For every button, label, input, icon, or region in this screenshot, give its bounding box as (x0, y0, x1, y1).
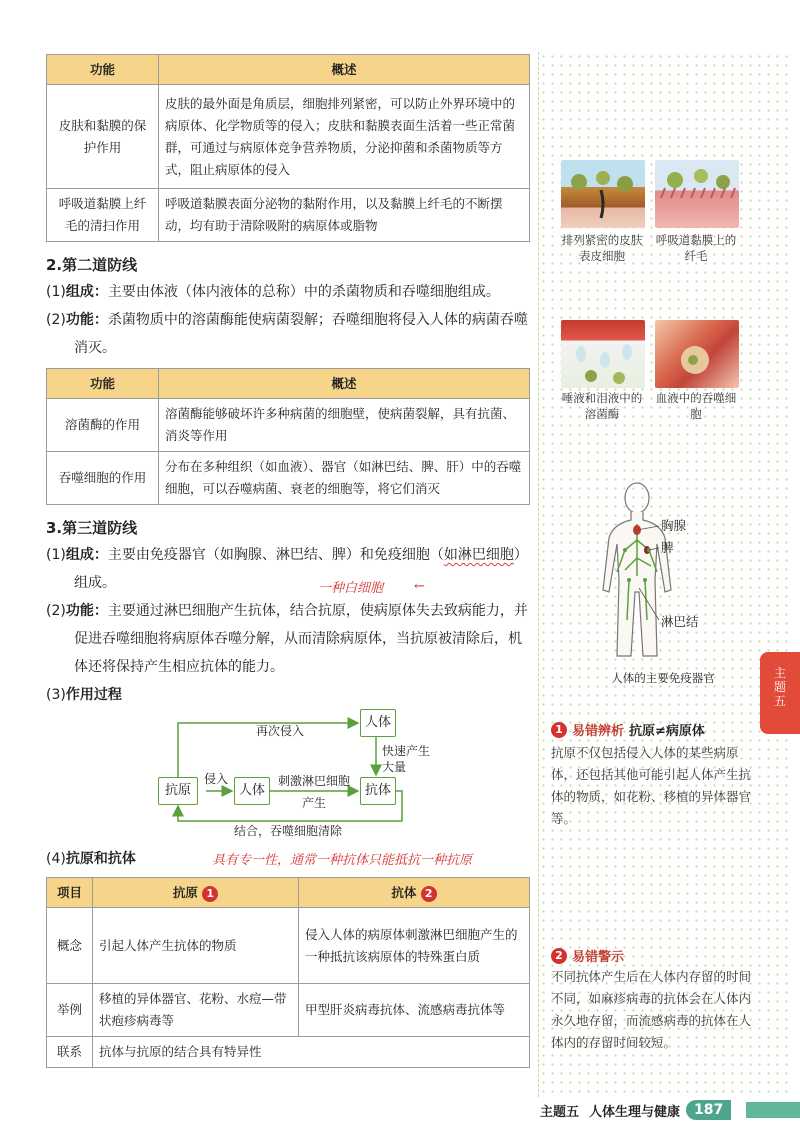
keyword: 功能： (65, 603, 108, 619)
skin-cells-image (561, 160, 645, 228)
paragraph-text: 主要通过淋巴细胞产生抗体，结合抗原，使病原体失去致病能力，并促进吞噬细胞将病原体吞噬分解，从而清除病原体，当抗原被清除后，机体还将保持产生相应抗体的能力。 (74, 603, 528, 675)
col-header: 功能 (47, 55, 159, 85)
note-number: 1 (551, 722, 567, 738)
col-header-text: 抗原 (172, 884, 198, 900)
phagocyte-image (655, 320, 739, 388)
col-header (93, 878, 299, 908)
row-antibody: 甲型肝炎病毒抗体、流感病毒抗体等 (299, 984, 530, 1037)
paragraph (46, 845, 530, 873)
row-antigen: 引起人体产生抗体的物质 (93, 908, 299, 984)
col-header: 项目 (47, 878, 93, 908)
note-tag: 易错警示 (572, 950, 625, 965)
keyword: 功能： (65, 312, 108, 328)
main-column (46, 54, 530, 1068)
label-thymus: 胸腺 (661, 518, 687, 533)
row-desc: 溶菌酶能够破坏许多种病菌的细胞壁，使病菌裂解，具有抗菌、消炎等作用 (159, 399, 530, 452)
paragraph-text: 主要由免疫器官（如胸腺、淋巴结、脾）和免疫细胞（ (107, 547, 444, 563)
row-item: 举例 (47, 984, 93, 1037)
footer-title: 人体生理与健康 (589, 1104, 681, 1120)
keyword: 组成： (65, 284, 108, 300)
section-title: 3.第三道防线 (46, 519, 138, 537)
label-invade: 侵入 (204, 772, 229, 786)
cilia-illustration (655, 160, 739, 228)
item-number: (1) (46, 284, 66, 300)
row-desc: 皮肤的最外面是角质层，细胞排列紧密，可以防止外界环境中的病原体、化学物质等的侵入；皮肤和黏膜表面生活着一些正常菌群，可通过与病原体竞争营养物质，分泌抑菌和杀菌物质等方式，阻止病原体的侵入 (159, 85, 530, 189)
immune-process-diagram (46, 709, 530, 839)
skin-cells-illustration (561, 160, 645, 228)
table-row (47, 984, 530, 1037)
paragraph-text: 杀菌物质中的溶菌酶能使病菌裂解；吞噬细胞将侵入人体的病菌吞噬消灭。 (74, 312, 528, 356)
paragraph (46, 278, 530, 306)
item-number: (3) (46, 687, 66, 703)
note-heading (551, 946, 624, 965)
phagocyte-illustration (655, 320, 739, 388)
footer-section: 主题五 (540, 1104, 580, 1120)
cilia-image (655, 160, 739, 228)
node-antigen: 抗原 (158, 777, 198, 805)
note-marker-2: 2 (421, 886, 437, 902)
first-line-table (46, 54, 530, 242)
note-number: 2 (551, 948, 567, 964)
row-item: 概念 (47, 908, 93, 984)
row-name: 呼吸道黏膜上纤毛的清扫作用 (47, 189, 159, 242)
table-row (47, 452, 530, 505)
lysozyme-illustration (561, 320, 645, 388)
item-number: (4) (46, 851, 66, 867)
row-antibody: 侵入人体的病原体刺激淋巴细胞产生的一种抵抗该病原体的特殊蛋白质 (299, 908, 530, 984)
image-caption: 排列紧密的皮肤表皮细胞 (561, 233, 643, 263)
label-spleen: 脾 (661, 540, 674, 555)
paragraph (46, 306, 530, 362)
second-line-table (46, 368, 530, 505)
paragraph-text: 主要由体液（体内液体的总称）中的杀菌物质和吞噬细胞组成。 (107, 284, 500, 300)
table-row (47, 1037, 530, 1068)
label-fast-produce: 快速产生大量 (382, 744, 431, 774)
body-caption: 人体的主要免疫器官 (611, 671, 715, 685)
table-row (47, 189, 530, 242)
chapter-tab[interactable] (760, 652, 800, 734)
node-body-again: 人体 (360, 709, 396, 737)
col-header: 概述 (159, 55, 530, 85)
row-antigen: 移植的异体器官、花粉、水痘—带状疱疹病毒等 (93, 984, 299, 1037)
item-number: (2) (46, 312, 66, 328)
antigen-antibody-table (46, 877, 530, 1068)
row-desc: 分布在多种组织（如血液）、器官（如淋巴结、脾、肝）中的吞噬细胞，可以吞噬病菌、衰老的细胞等，将它们消灭 (159, 452, 530, 505)
note-tag: 易错辨析 (572, 724, 625, 739)
row-name: 吞噬细胞的作用 (47, 452, 159, 505)
paragraph-text: ）组成。 (74, 547, 528, 591)
table-row (47, 908, 530, 984)
note-text: 抗原不仅包括侵入人体的某些病原体，还包括其他可能引起人体产生抗体的物质，如花粉、移植的异体器官等。 (551, 745, 752, 826)
col-header: 概述 (159, 369, 530, 399)
image-caption: 呼吸道黏膜上的纤毛 (655, 233, 737, 263)
image-caption: 血液中的吞噬细胞 (655, 391, 737, 421)
item-number: (1) (46, 547, 66, 563)
keyword: 抗原和抗体 (65, 851, 136, 867)
note-marker-1: 1 (202, 886, 218, 902)
page-number: 187 (686, 1100, 731, 1120)
row-desc: 呼吸道黏膜表面分泌物的黏附作用，以及黏膜上纤毛的不断摆动，均有助于清除吸附的病原体或脂物 (159, 189, 530, 242)
paragraph (46, 597, 530, 681)
label-stimulate: 刺激淋巴细胞 (278, 774, 351, 788)
page-footer (540, 1100, 731, 1120)
side-column (538, 52, 790, 1097)
label-invade-again: 再次侵入 (256, 724, 305, 738)
lysozyme-image (561, 320, 645, 388)
label-bind-clear: 结合，吞噬细胞清除 (234, 824, 343, 838)
wavy-underlined-text: 如淋巴细胞 (443, 547, 514, 563)
keyword: 组成： (65, 547, 108, 563)
node-body: 人体 (234, 777, 270, 805)
paragraph: (1)组成：主要由免疫器官（如胸腺、淋巴结、脾）和免疫细胞（如淋巴细胞）组成。 一种白细胞 ← (46, 541, 530, 597)
col-header-text: 抗体 (391, 884, 417, 900)
row-name: 溶菌酶的作用 (47, 399, 159, 452)
image-caption: 唾液和泪液中的溶菌酶 (561, 391, 643, 421)
node-antibody: 抗体 (360, 777, 396, 805)
note-text: 不同抗体产生后在人体内存留的时间不同，如麻疹病毒的抗体会在人体内永久地存留，而流感病毒的抗体在人体内的存留时间较短。 (551, 969, 752, 1050)
row-name: 皮肤和黏膜的保护作用 (47, 85, 159, 189)
handwritten-note: 一种白细胞 (318, 581, 384, 596)
label-lymph-node: 淋巴结 (661, 614, 699, 629)
section-title: 2.第二道防线 (46, 256, 138, 274)
table-row (47, 85, 530, 189)
paragraph (46, 681, 530, 709)
page-number-bar (746, 1102, 800, 1118)
keyword: 作用过程 (65, 687, 122, 703)
handwritten-note: 具有专一性，通常一种抗体只能抵抗一种抗原 (212, 853, 473, 868)
label-produce: 产生 (302, 796, 327, 810)
note-heading (551, 720, 705, 739)
table-row (47, 399, 530, 452)
note-title: 抗原≠病原体 (629, 724, 705, 739)
chapter-tab-text: 主题五 (773, 666, 786, 708)
row-relation: 抗体与抗原的结合具有特异性 (93, 1037, 530, 1068)
col-header: 功能 (47, 369, 159, 399)
row-item: 联系 (47, 1037, 93, 1068)
col-header (299, 878, 530, 908)
item-number: (2) (46, 603, 66, 619)
